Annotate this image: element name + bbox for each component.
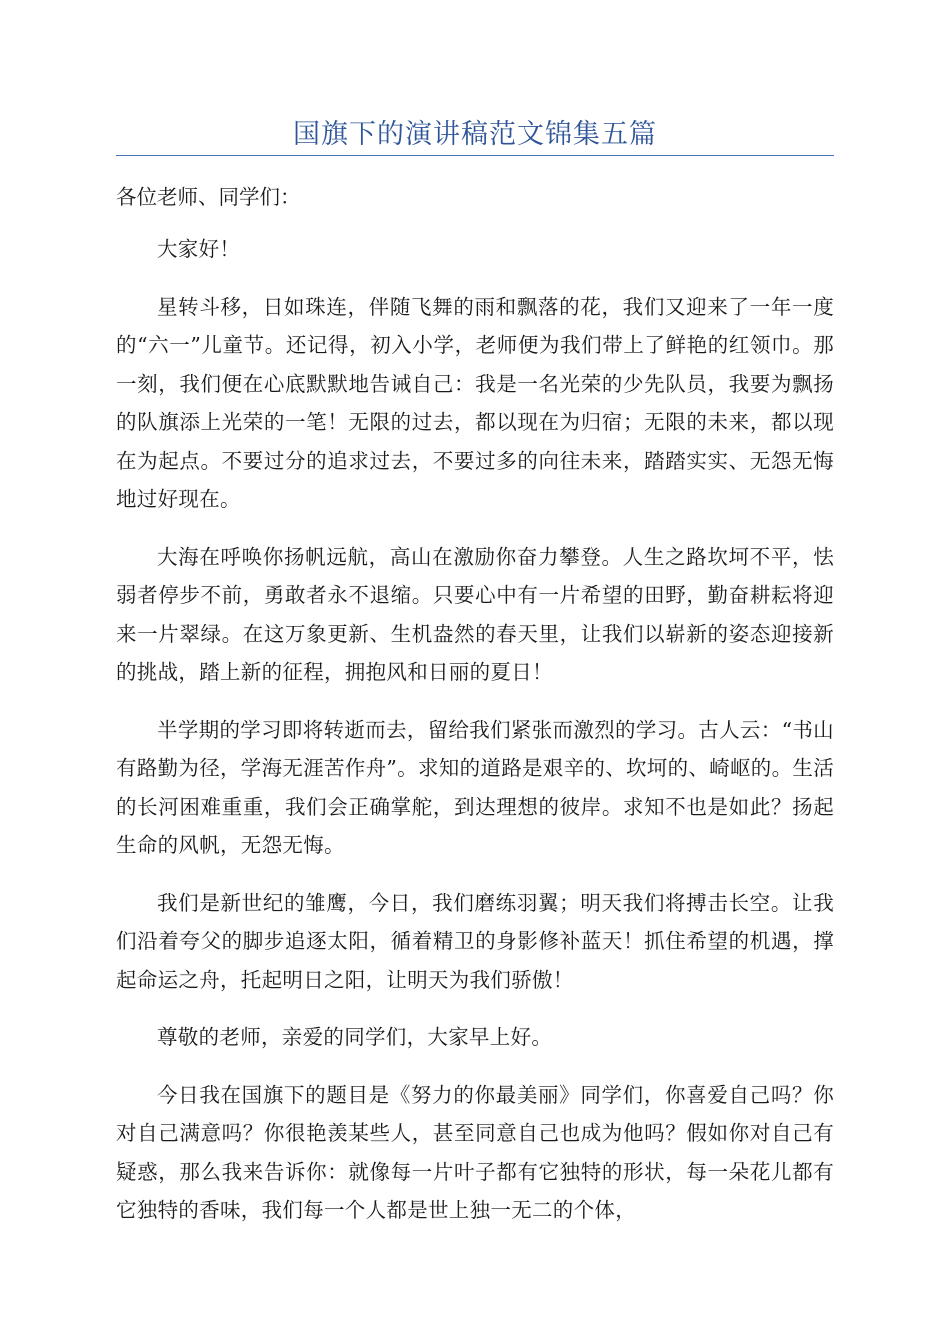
- document-page: [116, 0, 834, 1230]
- paragraph: 大家好！: [157, 237, 241, 261]
- paragraph: 我们是新世纪的雏鹰，今日，我们磨练羽翼；明天我们将搏击长空。让我们沿着夸父的脚步追逐太阳，循着精卫的身影修补蓝天！抓住希望的机遇，撑起命运之舟，托起明日之阳，让明天为我们骄傲！: [116, 890, 834, 992]
- paragraph: 尊敬的老师，亲爱的同学们，大家早上好。: [157, 1025, 553, 1049]
- document-title: 国旗下的演讲稿范文锦集五篇: [116, 117, 834, 156]
- paragraph: 今日我在国旗下的题目是《努力的你最美丽》同学们，你喜爱自己吗？你对自己满意吗？你很艳羡某些人，甚至同意自己也成为他吗？假如你对自己有疑惑，那么我来告诉你：就像每一片叶子都有它独特的形状，每一朵花儿都有它独特的香味，我们每一个人都是世上独一无二的个体，: [116, 1082, 834, 1222]
- paragraph: 半学期的学习即将转逝而去，留给我们紧张而激烈的学习。古人云：“书山有路勤为径，学海无涯苦作舟”。求知的道路是艰辛的、坎坷的、崎岖的。生活的长河困难重重，我们会正确掌舵，到达理想的彼岸。求知不也是如此？扬起生命的风帆，无怨无悔。: [116, 717, 834, 857]
- greeting-line: 各位老师、同学们：: [116, 185, 301, 209]
- paragraph: 星转斗移，日如珠连，伴随飞舞的雨和飘落的花，我们又迎来了一年一度的“六一”儿童节。还记得，初入小学，老师便为我们带上了鲜艳的红领巾。那一刻，我们便在心底默默地告诫自己：我是一名光荣的少先队员，我要为飘扬的队旗添上光荣的一笔！无限的过去，都以现在为归宿；无限的未来，都以现在为起点。不要过分的追求过去，不要过多的向往未来，踏踏实实、无怨无悔地过好现在。: [116, 294, 834, 511]
- paragraph: 大海在呼唤你扬帆远航，高山在激励你奋力攀登。人生之路坎坷不平，怯弱者停步不前，勇敢者永不退缩。只要心中有一片希望的田野，勤奋耕耘将迎来一片翠绿。在这万象更新、生机盎然的春天里，让我们以崭新的姿态迎接新的挑战，踏上新的征程，拥抱风和日丽的夏日！: [116, 544, 834, 684]
